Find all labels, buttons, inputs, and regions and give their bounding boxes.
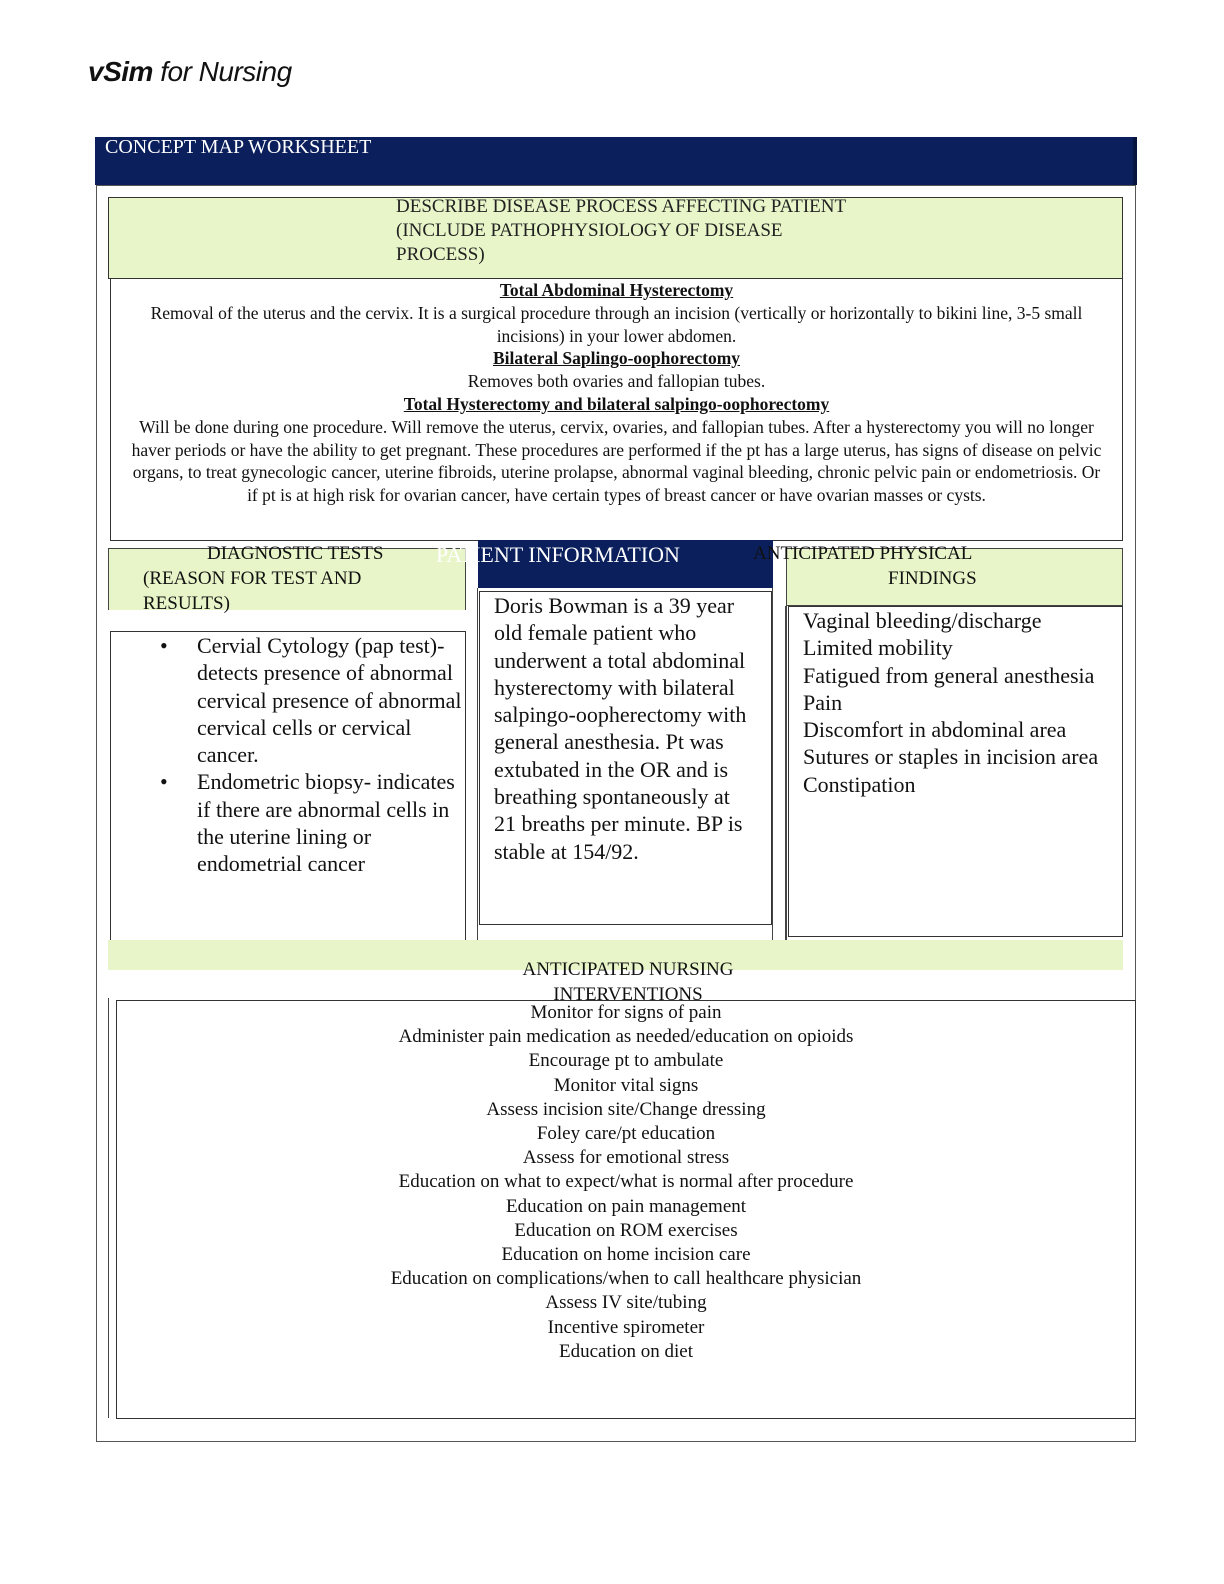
list-item: Assess incision site/Change dressing	[486, 1098, 766, 1120]
list-item: Education on pain management	[505, 1195, 747, 1217]
diagnostic-heading-results: RESULTS)	[143, 593, 230, 614]
diagnostic-tests-heading-box	[108, 543, 466, 614]
section-title-tah: Total Abdominal Hysterectomy	[499, 280, 734, 300]
logo-for-nursing: for Nursing	[152, 56, 292, 87]
nursing-heading-line1: ANTICIPATED NURSING	[522, 959, 734, 980]
list-item: Encourage pt to ambulate	[528, 1050, 724, 1072]
section-title-bso: Bilateral Saplingo-oophorectomy	[492, 348, 741, 369]
list-item: • Endometric biopsy- indicates if there are abnormal cells in the uterine lining or endometrial cancer	[197, 768, 465, 877]
column-divider	[785, 606, 787, 940]
list-item: Incentive spirometer	[547, 1316, 705, 1338]
list-item: Fatigued from general anesthesia	[803, 662, 1095, 688]
patient-information-box[interactable]	[479, 591, 772, 925]
diagnostic-tests-list	[111, 632, 465, 878]
list-item: Vaginal bleeding/discharge	[803, 608, 1042, 633]
vsim-logo	[88, 56, 292, 88]
list-item: • Cervial Cytology (pap test)- detects presence of abnormal cervical presence of abnormal cervical cells or cervical cancer.	[197, 632, 465, 768]
section-text-combined: Will be done during one procedure. Will remove the uterus, cervix, ovaries, and fallopian tubes. After a hysterectomy you will no longer haver periods or have the ability to get pregnant. These procedures are performed if the pt has a large uterus, has signs of disease on pelvic organs, to treat gynecologic cancer, uterine fibroids, uterine prolapse, abnormal vaginal bleeding, chronic pelvic pain or endometriosis. Or if pt is at high risk for ovarian cancer, have certain types of breast cancer or have ovarian masses or cysts.	[131, 416, 1102, 506]
list-item: Education on diet	[558, 1340, 694, 1362]
diagnostic-heading-line1: DIAGNOSTIC TESTS	[207, 543, 384, 564]
nursing-interventions-heading-box	[108, 940, 1123, 1005]
diagnostic-heading-reason: (REASON FOR TEST AND	[143, 568, 362, 589]
list-item: Administer pain medication as needed/education on opioids	[398, 1026, 854, 1048]
list-item: Limited mobility	[803, 635, 953, 661]
list-item: Education on ROM exercises	[514, 1219, 738, 1241]
section-text-tah: Removal of the uterus and the cervix. It is a surgical procedure through an incision (vertically or horizontally to bikini line, 3-5 small incisions) in your lower abdomen.	[150, 302, 1083, 346]
physical-findings-heading-line2: FINDINGS	[888, 568, 977, 589]
list-item: Education on home incision care	[501, 1244, 751, 1266]
physical-findings-heading-box	[753, 543, 1123, 606]
physical-findings-box[interactable]	[788, 606, 1123, 937]
disease-process-heading: DESCRIBE DISEASE PROCESS AFFECTING PATIENT (INCLUDE PATHOPHYSIOLOGY OF DISEASE PROCESS)	[396, 196, 846, 265]
worksheet-title: CONCEPT MAP WORKSHEET	[105, 136, 372, 158]
nursing-interventions-box[interactable]	[116, 1000, 1136, 1419]
list-item: Pain	[803, 689, 843, 715]
physical-findings-heading-line1: ANTICIPATED PHYSICAL	[753, 543, 973, 564]
worksheet-header-bar	[95, 137, 1137, 185]
list-item: Education on complications/when to call healthcare physician	[390, 1268, 862, 1290]
diagnostic-heading-line2	[143, 566, 361, 616]
list-item: Assess IV site/tubing	[545, 1292, 707, 1314]
list-item: Constipation	[803, 771, 916, 797]
patient-information-heading-box	[436, 540, 773, 588]
diagnostic-tests-box[interactable]	[110, 631, 466, 951]
patient-information-text: Doris Bowman is a 39 year old female patient who underwent a total abdominal hysterectomy with bilateral salpingo-oopherectomy with general anesthesia. Pt was extubated in the OR and is breathing spontaneously at 21 breaths per minute. BP is stable at 154/92.	[494, 593, 747, 864]
disease-process-box[interactable]	[110, 278, 1123, 541]
list-item: Education on what to expect/what is normal after procedure	[398, 1171, 854, 1193]
disease-process-heading-box	[108, 197, 1123, 279]
nursing-heading-line2: INTERVENTIONS	[553, 984, 703, 1005]
list-item: Assess for emotional stress	[522, 1147, 730, 1169]
section-text-bso: Removes both ovaries and fallopian tubes.	[467, 371, 766, 392]
header-edge	[1133, 137, 1137, 185]
section-title-combined: Total Hysterectomy and bilateral salpingo-oophorectomy	[403, 393, 830, 414]
list-item: Foley care/pt education	[536, 1123, 716, 1145]
list-item: Sutures or staples in incision area	[803, 744, 1099, 770]
list-item: Monitor for signs of pain	[530, 1002, 722, 1023]
list-item: Discomfort in abdominal area	[803, 717, 1067, 743]
list-item: Monitor vital signs	[553, 1074, 699, 1096]
patient-information-heading: PATIENT INFORMATION	[436, 542, 680, 567]
logo-vsim: vSim	[88, 56, 153, 87]
